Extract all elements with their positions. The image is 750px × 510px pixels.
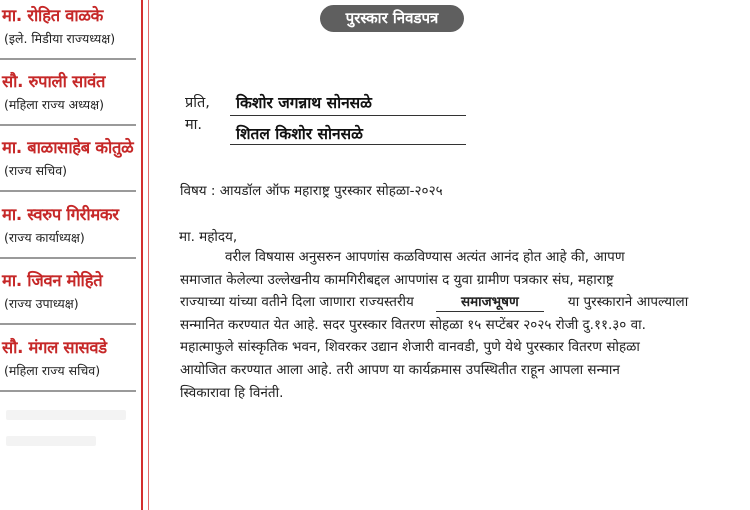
border-line <box>148 0 149 510</box>
body-line: वरील विषयास अनुसरुन आपणांस कळविण्यास अत्यंत आनंद होत आहे की, आपण <box>225 249 625 265</box>
to-label: प्रति, <box>185 95 210 111</box>
member-name: सौ. मंगल सासवडे <box>2 338 107 357</box>
member-name: मा. जिवन मोहिते <box>2 271 103 290</box>
divider <box>0 390 136 392</box>
member-name: मा. स्वरुप गिरीमकर <box>2 205 119 224</box>
document-title: पुरस्कार निवडपत्र <box>320 5 464 32</box>
member-name: मा. रोहित वाळके <box>2 6 104 25</box>
divider <box>0 124 136 126</box>
recipient-underline <box>230 115 466 116</box>
body-line-text: राज्याच्या यांच्या वतीने दिला जाणारा राज्यस्तरीय <box>180 294 414 311</box>
member-name: सौ. रुपाली सावंत <box>2 72 106 91</box>
award-name: समाजभूषण <box>436 294 544 312</box>
member-name: मा. बाळासाहेब कोतुळे <box>2 138 134 157</box>
divider <box>0 58 136 60</box>
subject-line: विषय : आयडॉल ऑफ महाराष्ट्र पुरस्कार सोहळा-२०२५ <box>180 183 443 199</box>
faded-watermark <box>6 410 126 420</box>
body-line: स्विकारावा हि विनंती. <box>180 384 284 401</box>
body-line: समाजात केलेल्या उल्लेखनीय कामगिरीबद्दल आपणांस द युवा ग्रामीण पत्रकार संघ, महाराष्ट्र <box>180 271 614 288</box>
member-role: (राज्य कार्याध्यक्ष) <box>4 230 85 245</box>
member-role: (राज्य सचिव) <box>4 163 68 178</box>
divider <box>0 323 136 325</box>
body-line: महात्माफुले सांस्कृतिक भवन, शिवरकर उद्यान शेजारी वानवडी, पुणे येथे पुरस्कार वितरण सोहळा <box>180 339 640 356</box>
body-line: आयोजित करण्यात आला आहे. तरी आपण या कार्यक्रमास उपस्थितीत राहून आपला सन्मान <box>180 361 620 378</box>
body-line-award <box>180 291 746 314</box>
member-role: (राज्य उपाध्यक्ष) <box>4 296 79 311</box>
faded-watermark <box>6 436 96 446</box>
recipient-underline <box>230 144 466 145</box>
divider <box>0 257 136 259</box>
recipient-name-2: शितल किशोर सोनसळे <box>236 125 363 143</box>
divider <box>0 190 136 192</box>
letter-body <box>180 246 746 404</box>
award-suffix: या पुरस्काराने आपल्याला <box>567 294 689 311</box>
body-line: सन्मानित करण्यात येत आहे. सदर पुरस्कार वितरण सोहळा १५ सप्टेंबर २०२५ रोजी दु.११.३० वा. <box>180 316 646 333</box>
to-prefix: मा. <box>185 117 203 133</box>
member-role: (महिला राज्य सचिव) <box>4 363 101 378</box>
border-line <box>141 0 143 510</box>
salutation: मा. महोदय, <box>179 229 238 245</box>
recipient-name-1: किशोर जगन्नाथ सोनसळे <box>236 94 372 112</box>
member-role: (इले. मिडीया राज्यध्यक्ष) <box>4 31 116 46</box>
sidebar-office-bearers <box>0 0 143 510</box>
member-role: (महिला राज्य अध्यक्ष) <box>4 97 104 112</box>
